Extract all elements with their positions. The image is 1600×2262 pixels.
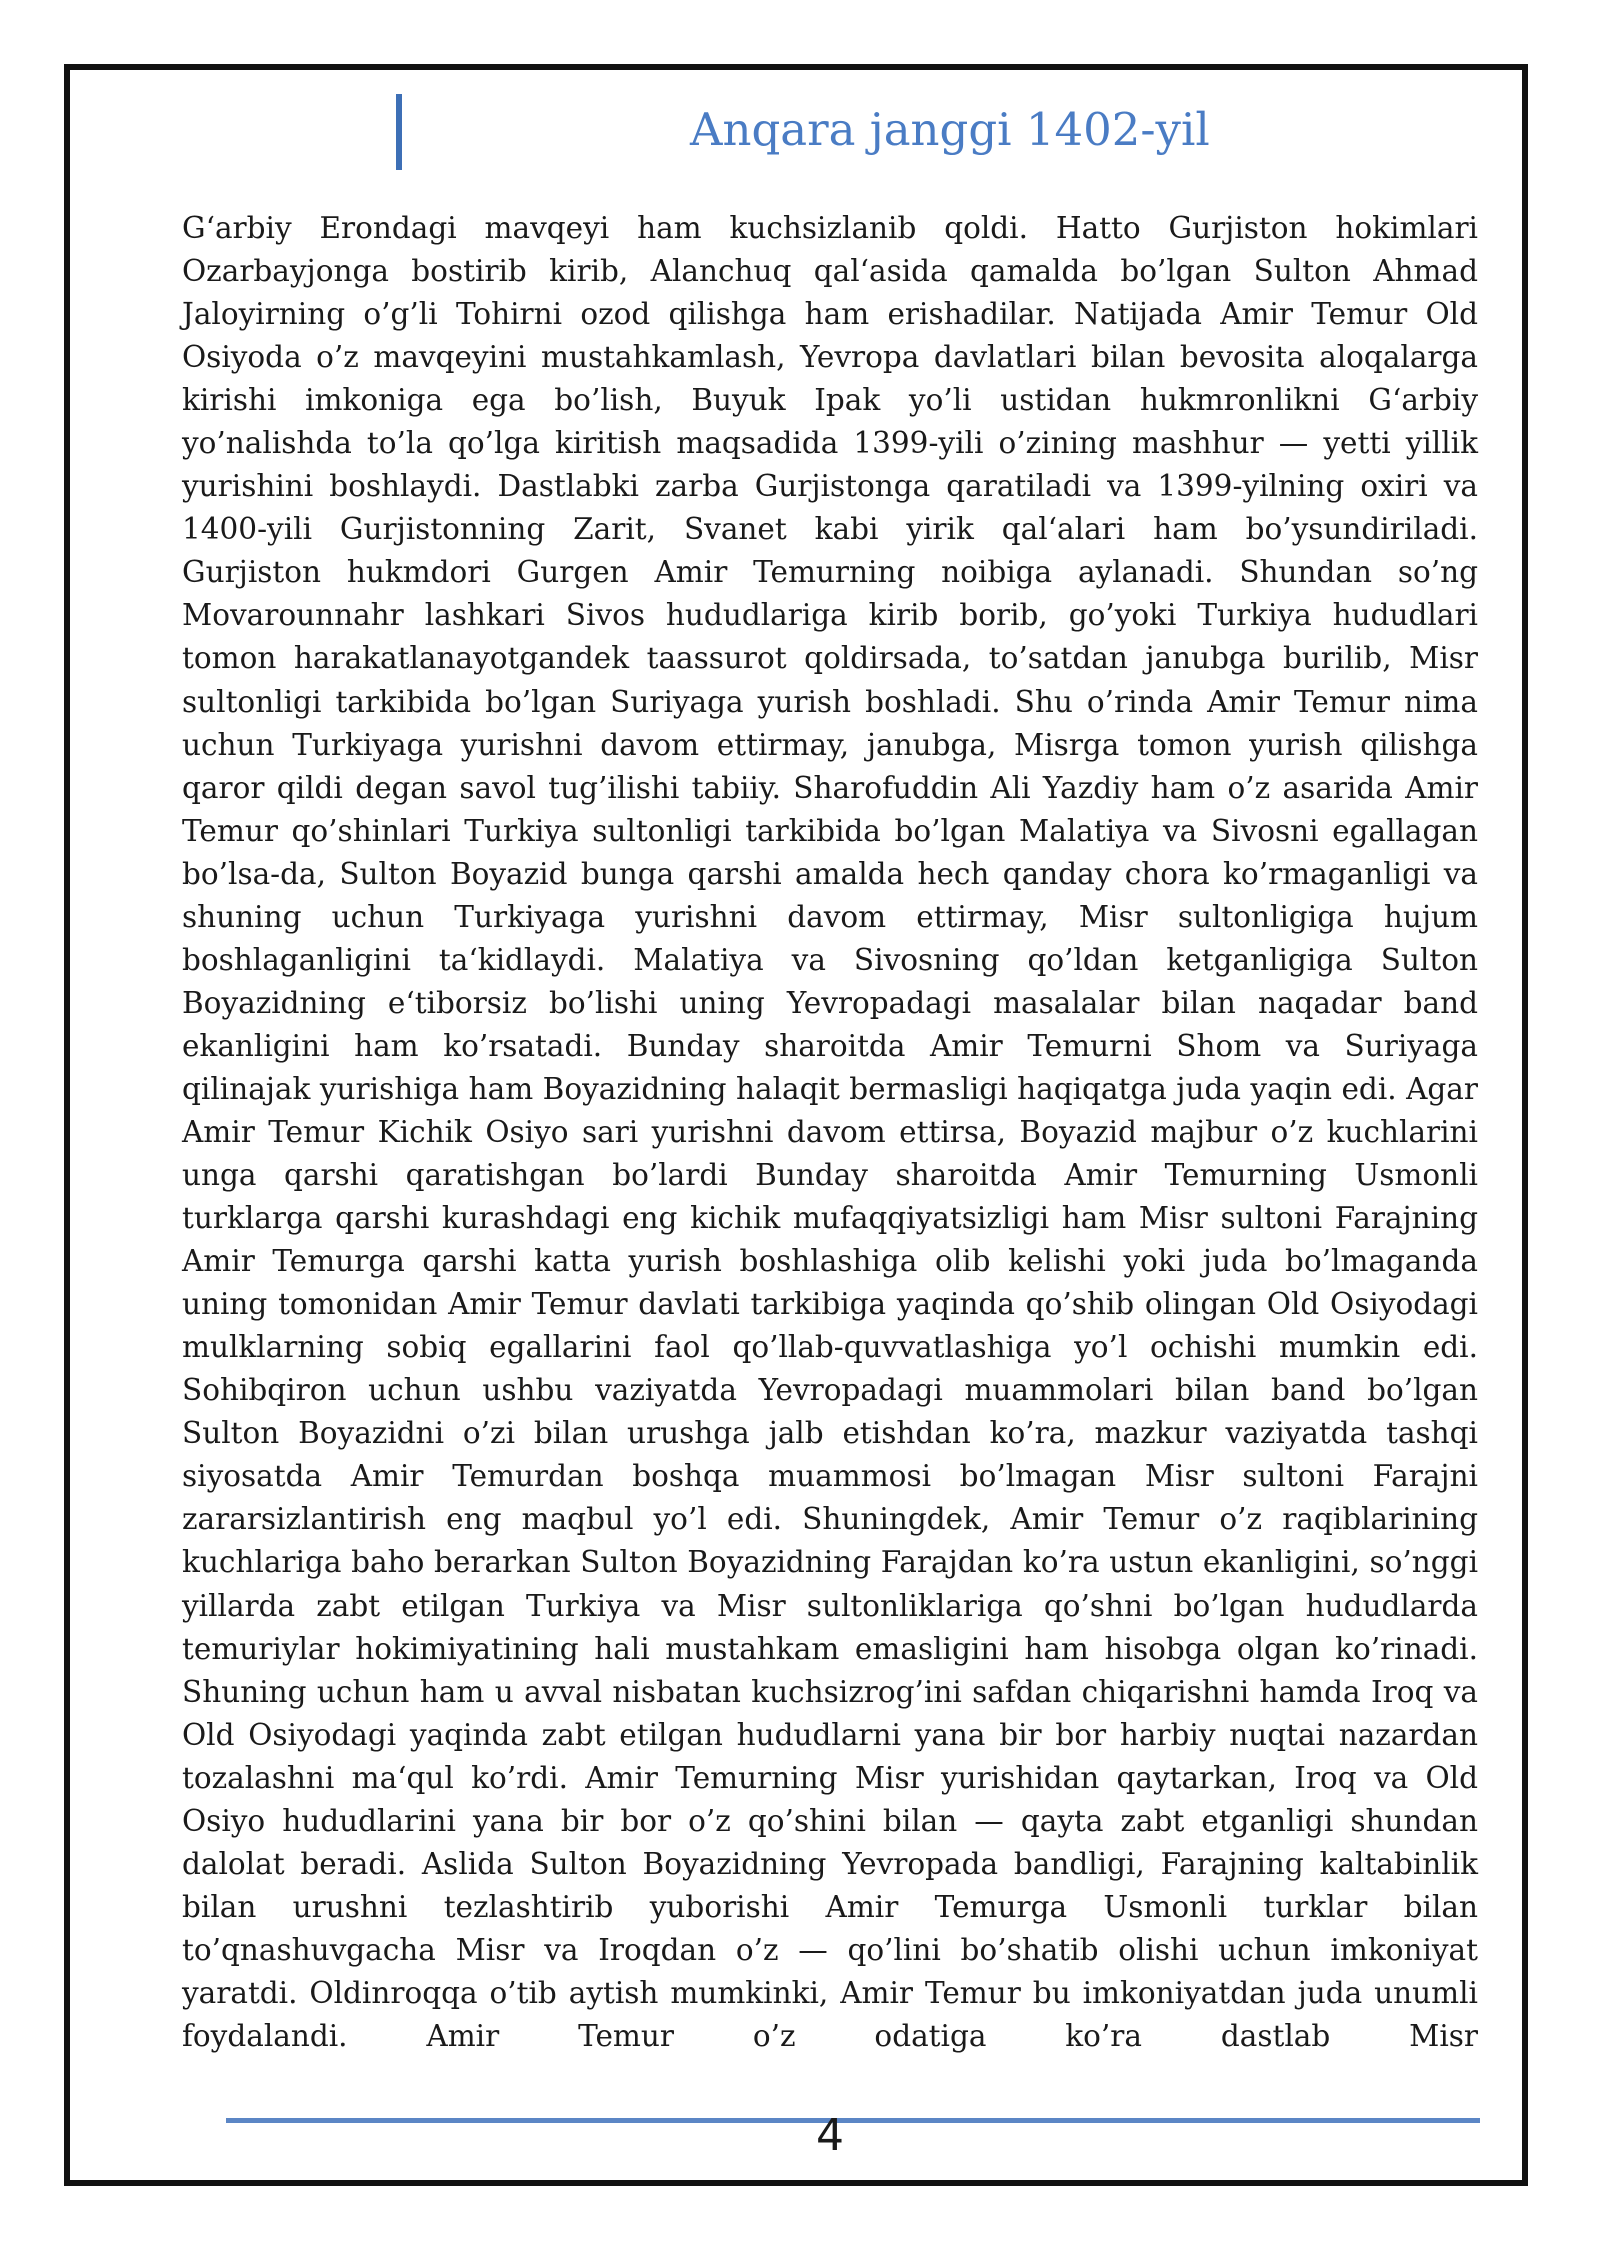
header-accent-bar bbox=[396, 94, 402, 170]
body-paragraph: G‘arbiy Erondagi mavqeyi ham kuchsizlanib qoldi. Hatto Gurjiston hokimlari Ozarbayjonga bostirib kirib, Alanchuq qal‘asida qamalda bo’lgan Sulton Ahmad Jaloyirning o’g’li Tohirni ozod qilishga ham erishadilar. Natijada Amir Temur Old Osiyoda o’z mavqeyini mustahkamlash, Yevropa davlatlari bilan bevosita aloqalarga kirishi imkoniga ega bo’lish, Buyuk Ipak yo’li ustidan hukmronlikni G‘arbiy yo’nalishda to’la qo’lga kiritish maqsadida 1399-yili o’zining mashhur — yetti yillik yurishini boshlaydi. Dastlabki zarba Gurjistonga qaratiladi va 1399-yilning oxiri va 1400-yili Gurjistonning Zarit, Svanet kabi yirik qal‘alari ham bo’ysundiriladi. Gurjiston hukmdori Gurgen Amir Temurning noibiga aylanadi. Shundan so’ng Movarounnahr lashkari Sivos hududlariga kirib borib, go’yoki Turkiya hududlari tomon harakatlanayotgandek taassurot qoldirsada, to’satdan janubga burilib, Misr sultonligi tarkibida bo’lgan Suriyaga yurish boshladi. Shu o’rinda Amir Temur nima uchun Turkiyaga yurishni davom ettirmay, janubga, Misrga tomon yurish qilishga qaror qildi degan savol tug’ilishi tabiiy. Sharofuddin Ali Yazdiy ham o’z asarida Amir Temur qo’shinlari Turkiya sultonligi tarkibida bo’lgan Malatiya va Sivosni egallagan bo’lsa-da, Sulton Boyazid bunga qarshi amalda hech qanday chora ko’rmaganligi va shuning uchun Turkiyaga yurishni davom ettirmay, Misr sultonligiga hujum boshlaganligini ta‘kidlaydi. Malatiya va Sivosning qo’ldan ketganligiga Sulton Boyazidning e‘tiborsiz bo’lishi uning Yevropadagi masalalar bilan naqadar band ekanligini ham ko’rsatadi. Bunday sharoitda Amir Temurni Shom va Suriyaga qilinajak yurishiga ham Boyazidning halaqit bermasligi haqiqatga juda yaqin edi. Agar Amir Temur Kichik Osiyo sari yurishni davom ettirsa, Boyazid majbur o’z kuchlarini unga qarshi qaratishgan bo’lardi Bunday sharoitda Amir Temurning Usmonli turklarga qarshi kurashdagi eng kichik mufaqqiyatsizligi ham Misr sultoni Farajning Amir Temurga qarshi katta yurish boshlashiga olib kelishi yoki juda bo’lmaganda uning tomonidan Amir Temur davlati tarkibiga yaqinda qo’shib olingan Old Osiyodagi mulklarning sobiq egallarini faol qo’llab-quvvatlashiga yo’l ochishi mumkin edi. Sohibqiron uchun ushbu vaziyatda Yevropadagi muammolari bilan band bo’lgan Sulton Boyazidni o’zi bilan urushga jalb etishdan ko’ra, mazkur vaziyatda tashqi siyosatda Amir Temurdan boshqa muammosi bo’lmagan Misr sultoni Farajni zararsizlantirish eng maqbul yo’l edi. Shuningdek, Amir Temur o’z raqiblarining kuchlariga baho berarkan Sulton Boyazidning Farajdan ko’ra ustun ekanligini, so’nggi yillarda zabt etilgan Turkiya va Misr sultonliklariga qo’shni bo’lgan hududlarda temuriylar hokimiyatining hali mustahkam emasligini ham hisobga olgan ko’rinadi. Shuning uchun ham u avval nisbatan kuchsizrog’ini safdan chiqarishni hamda Iroq va Old Osiyodagi yaqinda zabt etilgan hududlarni yana bir bor harbiy nuqtai nazardan tozalashni ma‘qul ko’rdi. Amir Temurning Misr yurishidan qaytarkan, Iroq va Old Osiyo hududlarini yana bir bor o’z qo’shini bilan — qayta zabt etganligi shundan dalolat beradi. Aslida Sulton Boyazidning Yevropada bandligi, Farajning kaltabinlik bilan urushni tezlashtirib yuborishi Amir Temurga Usmonli turklar bilan to’qnashuvgacha Misr va Iroqdan o’z — qo’lini bo’shatib olishi uchun imkoniyat yaratdi. Oldinroqqa o’tib aytish mumkinki, Amir Temur bu imkoniyatdan juda unumli foydalandi. Amir Temur o’z odatiga ko’ra dastlab Misr bbox=[182, 211, 1478, 2053]
page-number: 4 bbox=[816, 2110, 844, 2161]
page-title: Anqara janggi 1402-yil bbox=[690, 103, 1210, 156]
